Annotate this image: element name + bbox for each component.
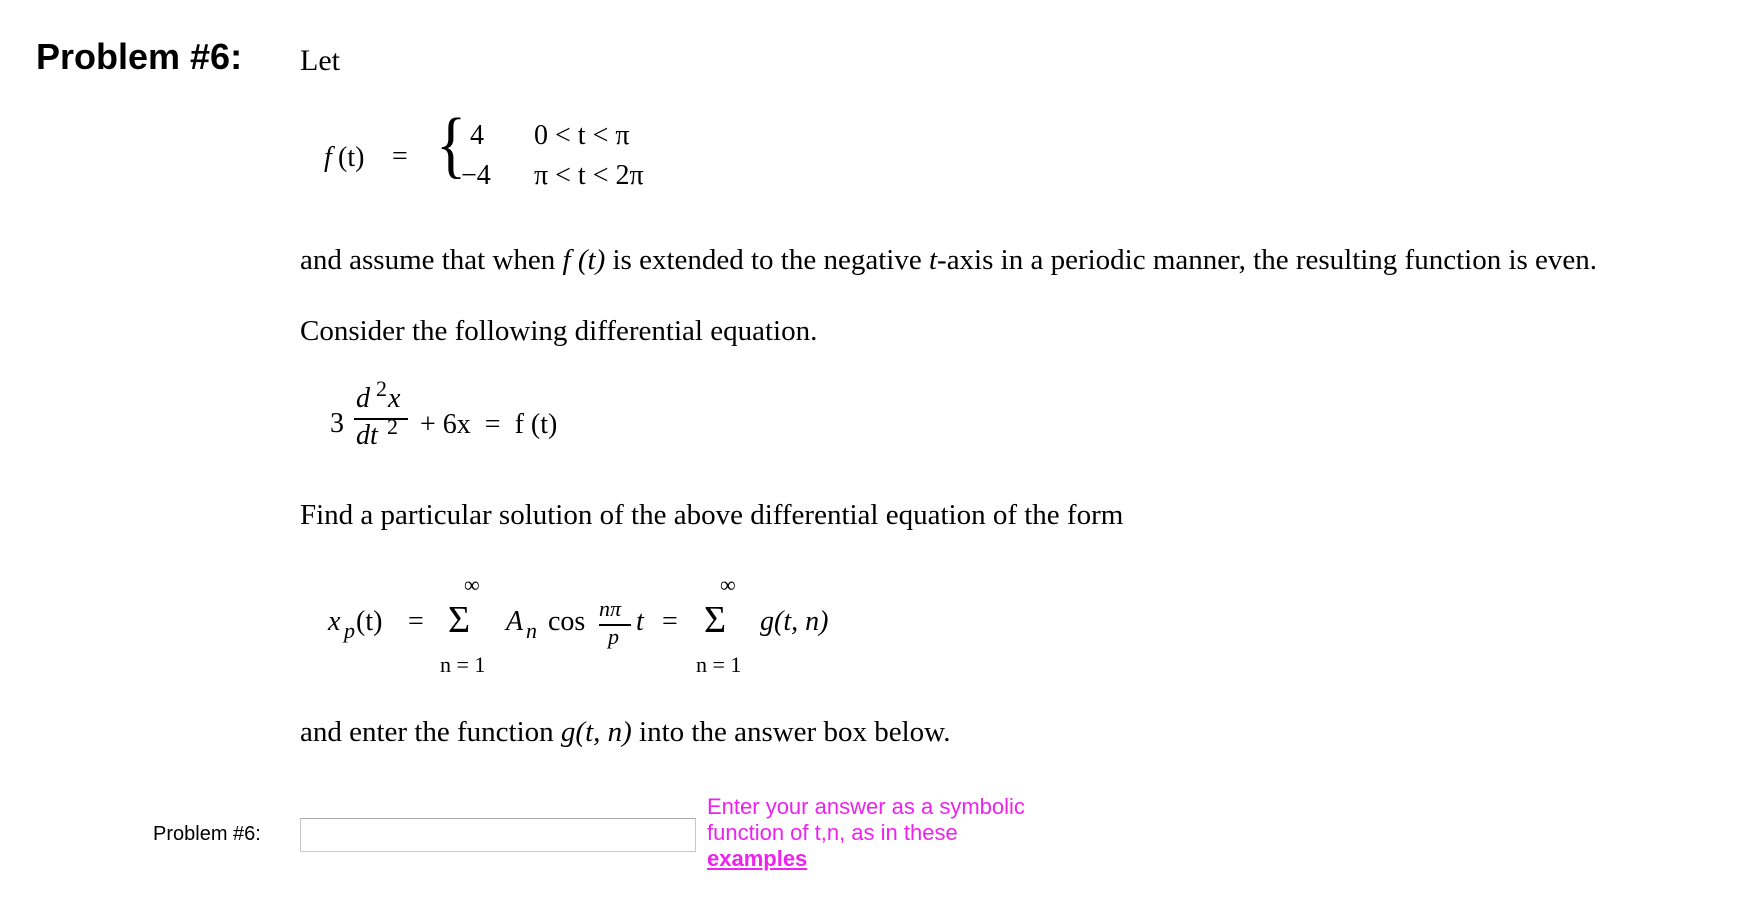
series-g-of-t-n: g(t, n) [760, 606, 829, 637]
answer-input[interactable] [300, 818, 696, 852]
answer-hint [707, 794, 1025, 872]
series-sum1-sigma: Σ [448, 599, 471, 641]
series-fraction-numerator: nπ [599, 596, 622, 621]
piecewise-brace: { [436, 104, 467, 186]
enter-text-1: and enter the function [300, 716, 561, 748]
ode-numerator-d: d [356, 383, 370, 414]
answer-label: Problem #6: [153, 823, 261, 845]
series-equals-2: = [662, 606, 678, 637]
piecewise-lhs-arg: (t) [338, 142, 365, 173]
series-term-A: A [506, 606, 524, 637]
series-cos: cos [548, 606, 586, 637]
enter-g-of-t-n: g(t, n) [560, 716, 632, 748]
ode-rest: + 6x = f (t) [420, 409, 558, 440]
series-sum2-upper: ∞ [720, 572, 736, 597]
piecewise-row2-value: −4 [461, 160, 491, 191]
series-sum1-upper: ∞ [464, 572, 480, 597]
consider-paragraph: Consider the following differential equation. [300, 315, 818, 347]
series-term-A-subscript: n [526, 618, 537, 643]
assumption-text-2: is extended to the negative [605, 244, 929, 276]
piecewise-row2-condition: π < t < 2π [534, 160, 644, 191]
problem-title: Problem #6: [36, 36, 243, 77]
series-sum1-lower: n = 1 [440, 652, 486, 677]
series-term-t: t [636, 606, 644, 637]
piecewise-equals: = [392, 141, 408, 172]
assumption-paragraph [300, 244, 1597, 277]
assumption-f-of-t: f (t) [562, 244, 606, 276]
series-fraction-denominator: p [608, 624, 619, 649]
ode-numerator-exponent: 2 [376, 376, 387, 401]
answer-hint-line2: function of t,n, as in these [707, 820, 958, 845]
series-sum2-lower: n = 1 [696, 652, 742, 677]
series-lhs-arg: (t) [356, 606, 383, 637]
ode-coefficient: 3 [330, 408, 344, 439]
series-sum2-sigma: Σ [704, 599, 727, 641]
ode-numerator-x: x [388, 383, 401, 414]
examples-link[interactable]: examples [707, 846, 808, 871]
series-lhs-subscript: p [344, 618, 355, 643]
piecewise-row1-value: 4 [470, 120, 484, 151]
piecewise-row1-condition: 0 < t < π [534, 120, 630, 151]
enter-text-2: into the answer box below. [631, 716, 951, 748]
ode-denominator-exponent: 2 [387, 414, 398, 439]
assumption-t: t [928, 244, 938, 276]
answer-hint-line1: Enter your answer as a symbolic [707, 794, 1025, 819]
assumption-text-3: -axis in a periodic manner, the resulting function is even. [937, 244, 1598, 276]
enter-paragraph [300, 716, 950, 749]
piecewise-lhs-f: f [324, 142, 332, 173]
ode-denominator: dt [356, 420, 378, 451]
series-lhs-x: x [328, 606, 341, 637]
problem-intro: Let [300, 44, 340, 77]
assumption-text-1: and assume that when [300, 244, 563, 276]
find-paragraph: Find a particular solution of the above differential equation of the form [300, 499, 1124, 531]
series-equals-1: = [408, 606, 424, 637]
